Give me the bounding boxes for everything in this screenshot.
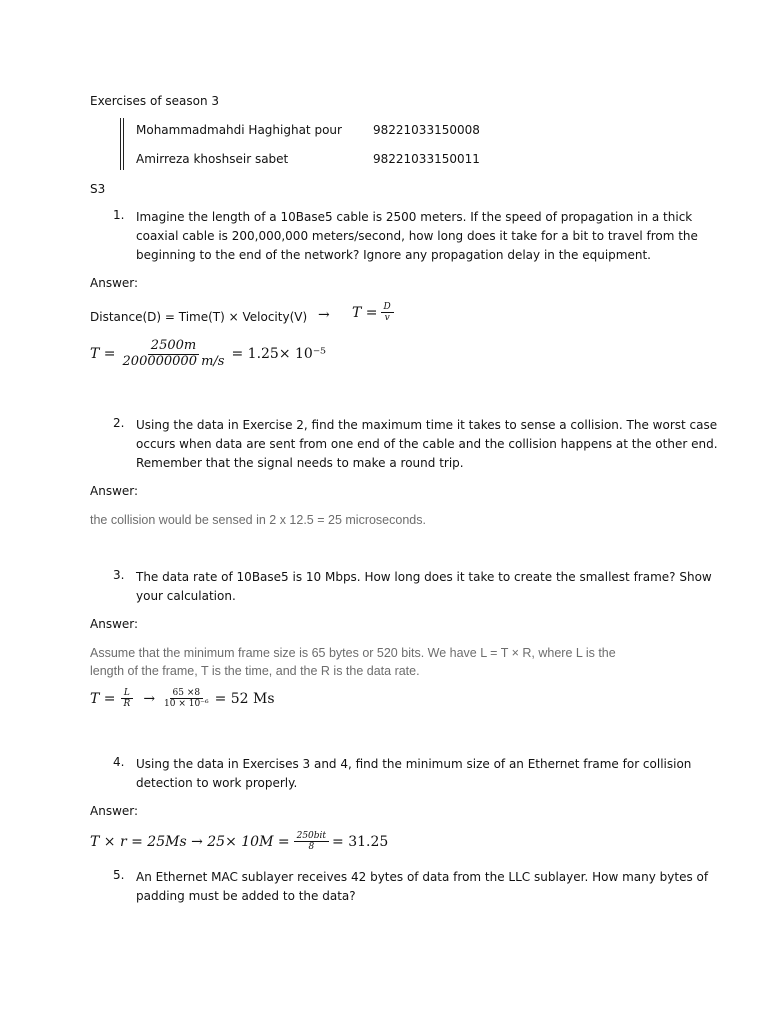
fraction-numerator: 250bit bbox=[294, 831, 329, 842]
fraction-denominator: 200000000 m/s bbox=[122, 353, 225, 369]
member-name-1: Mohammadmahdi Haghighat pour bbox=[136, 123, 342, 137]
equation-calc bbox=[90, 339, 326, 370]
table-left-border bbox=[120, 118, 121, 170]
arrow-icon: → bbox=[143, 690, 156, 707]
question-line: padding must be added to the data? bbox=[136, 889, 356, 903]
answer-label: Answer: bbox=[90, 804, 139, 818]
fraction bbox=[120, 339, 228, 370]
equation-rhs: = 31.25 bbox=[332, 833, 389, 850]
fraction-denominator: R bbox=[123, 699, 131, 710]
question-line: detection to work properly. bbox=[136, 776, 298, 790]
equation-rhs: = 1.25× 10⁻⁵ bbox=[231, 346, 326, 363]
fraction-numerator: 65 ×8 bbox=[170, 688, 204, 699]
question-line: An Ethernet MAC sublayer receives 42 bytes of data from the LLC sublayer. How many bytes of bbox=[136, 870, 709, 884]
answer-text: the collision would be sensed in 2 x 12.5 = 25 microseconds. bbox=[90, 513, 426, 527]
equation-frame-time bbox=[90, 688, 275, 710]
question-number: 3. bbox=[113, 568, 125, 582]
member-name-2: Amirreza khoshseir sabet bbox=[136, 152, 289, 166]
fraction-denominator: 10 × 10⁻⁶ bbox=[164, 699, 209, 710]
question-number: 5. bbox=[113, 868, 125, 882]
question-line: Using the data in Exercises 3 and 4, find the minimum size of an Ethernet frame for collision bbox=[136, 757, 692, 771]
fraction bbox=[294, 831, 329, 853]
equation-rhs: = 52 Ms bbox=[214, 690, 275, 707]
answer-text: length of the frame, T is the time, and the R is the data rate. bbox=[90, 664, 420, 678]
fraction-denominator: 8 bbox=[308, 842, 315, 853]
question-line: occurs when data are sent from one end of the cable and the collision happens at the other end. bbox=[136, 437, 718, 451]
equation-lhs: T × r = 25Ms → 25× 10M = bbox=[90, 833, 290, 850]
member-id-1: 98221033150008 bbox=[373, 123, 480, 137]
question-number: 2. bbox=[113, 416, 125, 430]
question-line: The data rate of 10Base5 is 10 Mbps. How long does it take to create the smallest frame? Show bbox=[136, 570, 712, 584]
question-line: Remember that the signal needs to make a round trip. bbox=[136, 456, 464, 470]
equation-lhs: T = bbox=[90, 346, 116, 363]
question-line: beginning to the end of the network? Ignore any propagation delay in the equipment. bbox=[136, 248, 651, 262]
fraction-numerator: L bbox=[121, 688, 133, 699]
section-label: S3 bbox=[90, 182, 106, 196]
question-line: your calculation. bbox=[136, 589, 236, 603]
answer-text: Assume that the minimum frame size is 65 bytes or 520 bits. We have L = T × R, where L is the bbox=[90, 646, 616, 660]
answer-label: Answer: bbox=[90, 484, 139, 498]
table-left-border-inner bbox=[123, 118, 124, 170]
question-line: coaxial cable is 200,000,000 meters/second, how long does it take for a bit to travel from the bbox=[136, 229, 698, 243]
equation-lhs: T = bbox=[352, 304, 378, 321]
member-id-2: 98221033150011 bbox=[373, 152, 480, 166]
document-title: Exercises of season 3 bbox=[90, 94, 220, 108]
arrow-icon: → bbox=[318, 307, 330, 323]
fraction-numerator: D bbox=[381, 302, 394, 313]
formula-text: Distance(D) = Time(T) × Velocity(V) bbox=[90, 310, 308, 324]
question-number: 1. bbox=[113, 208, 125, 222]
answer-label: Answer: bbox=[90, 276, 139, 290]
fraction bbox=[121, 688, 134, 710]
question-line: Using the data in Exercise 2, find the maximum time it takes to sense a collision. The worst case bbox=[136, 418, 718, 432]
question-line: Imagine the length of a 10Base5 cable is 2500 meters. If the speed of propagation in a thick bbox=[136, 210, 693, 224]
question-number: 4. bbox=[113, 755, 125, 769]
fraction-denominator: v bbox=[384, 313, 390, 324]
fraction bbox=[161, 688, 212, 710]
fraction-numerator: 2500m bbox=[148, 339, 199, 355]
equation-lhs: T = bbox=[90, 690, 116, 707]
equation-t-d-v bbox=[352, 302, 394, 324]
answer-label: Answer: bbox=[90, 617, 139, 631]
equation-min-size bbox=[90, 831, 388, 853]
fraction bbox=[381, 302, 394, 324]
